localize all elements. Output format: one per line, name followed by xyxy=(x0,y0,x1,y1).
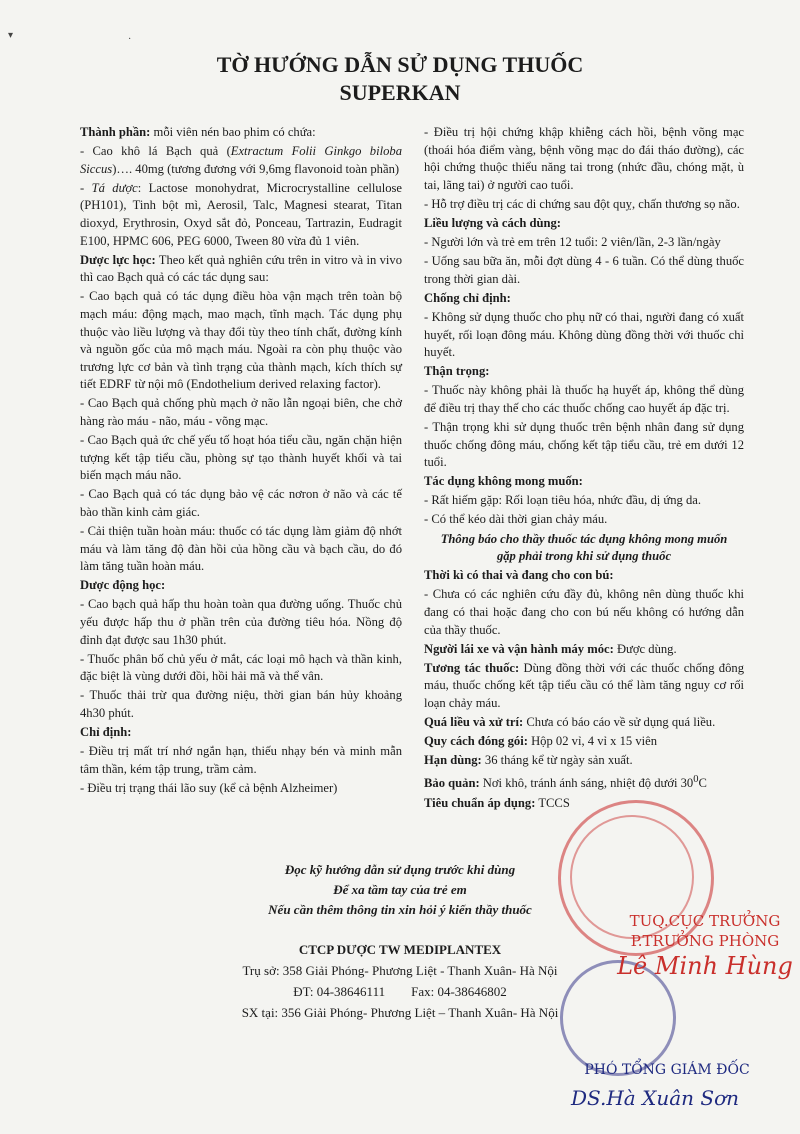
pharmacokinetics-heading: Dược động học: xyxy=(80,578,166,593)
pharmacodynamics-item: - Cải thiện tuần hoàn máu: thuốc có tác dụng làm giảm độ nhớt máu và làm tăng độ đàn hồi của hồng cầu và bạch cầu, do đó làm tăng tuần hoàn máu. xyxy=(80,524,402,574)
dosage-item: - Uống sau bữa ăn, mỗi đợt dùng 4 - 6 tuần. Có thể dùng thuốc trong thời gian dài. xyxy=(424,254,744,286)
signer-name-1: Lê Minh Hùng xyxy=(617,952,793,980)
composition-heading: Thành phần: xyxy=(80,125,151,139)
signer-role-2: P.TRƯỞNG PHÒNG xyxy=(630,932,780,950)
precautions-item: - Thuốc này không phải là thuốc hạ huyết áp, không thể dùng để điều trị thay thế cho các thuốc chống cao huyết áp đặc trị. xyxy=(424,383,744,415)
storage-section: Bảo quản: Nơi khô, tránh ánh sáng, nhiệt độ dưới $30^0C$ xyxy=(424,774,707,791)
excipients-item: - Tá dược: Lactose monohydrat, Microcrystalline cellulose (PH101), Tinh bột mì, Aerosil, Talc, Magnesi stearat, Titan dioxyd, Erythrosin, Oxyd sắt đỏ, Ponceau, Tartrazin, Eudragit E100, HPMC 606, PEG 6000, Tween 80 vừa đủ 1 viên. xyxy=(80,180,402,248)
pharmacokinetics-item: - Thuốc phân bố chủ yếu ở mắt, các loại mô hạch và thần kinh, đặc biệt là vùng dưới đồi, hồi hải mã và thể vân. xyxy=(80,651,402,684)
pharmacodynamics-item: - Cao bạch quả có tác dụng điều hòa vận mạch trên toàn bộ mạch máu: động mạch, mao mạch, tĩnh mạch. Tác dụng phụ thuộc vào liều lượng và thay đổi tùy theo tính chất, đường kính và nguồn gốc của mô mạch máu. Ngoài ra còn phụ thuộc vào trương lực cơ bản và tình trạng của thành mạch, kích thích sự tiết EDRF từ nội mô (Endothelium derived relaxing factor). xyxy=(80,289,402,392)
overdose-section: Quá liều và xử trí: Chưa có báo cáo về sử dụng quá liều. xyxy=(424,715,716,729)
composition-text: mỗi viên nén bao phim có chứa: xyxy=(150,125,316,139)
contraindications-item: - Không sử dụng thuốc cho phụ nữ có thai, người đang có xuất huyết, rối loạn đông máu. Không dùng đồng thời với thuốc chỉ huyết. xyxy=(424,309,744,360)
product-name: SUPERKAN xyxy=(339,80,461,105)
note-keep-away: Để xa tầm tay của trẻ em xyxy=(333,882,467,897)
side-effects-item: - Có thể kéo dài thời gian chảy máu. xyxy=(424,512,608,527)
company-phone-fax: ĐT: 04-38646111 Fax: 04-38646802 xyxy=(293,984,507,999)
left-column xyxy=(80,124,402,799)
driving-section: Người lái xe và vận hành máy móc: Được dùng. xyxy=(424,641,677,656)
document-title: TỜ HƯỚNG DẪN SỬ DỤNG THUỐC xyxy=(216,52,584,77)
indications-item: - Hỗ trợ điều trị các di chứng sau đột quỵ, chấn thương sọ não. xyxy=(424,196,740,211)
pharmacodynamics-item: - Cao Bạch quả ức chế yếu tố hoạt hóa tiểu cầu, ngăn chặn hiện tượng kết tập tiểu cầu, phòng sự tạo thành huyết khối và tai biến mạch máu não. xyxy=(80,433,402,483)
pharmacodynamics-intro: Dược lực học: Theo kết quả nghiên cứu trên in vitro và in vivo thì cao Bạch quả có các tác dụng sau: xyxy=(80,252,402,285)
dosage-heading: Liều lượng và cách dùng: xyxy=(424,215,561,230)
pharmacodynamics-item: - Cao Bạch quả có tác dụng bảo vệ các nơron ở não và các tế bào thần kinh cảm giác. xyxy=(80,487,402,519)
pharmacokinetics-item: - Cao bạch quả hấp thu hoàn toàn qua đường uống. Thuốc chủ yếu được hấp thu ở phần trên của đường tiêu hóa. Nồng độ đỉnh đạt được sau 1h30 phút. xyxy=(80,597,402,647)
signer-name-2: DS.Hà Xuân Sơn xyxy=(570,1086,739,1110)
signer-role-1: TUQ.CỤC TRƯỞNG xyxy=(629,912,781,930)
composition-item: - Cao khô lá Bạch quả (Extractum Folii Ginkgo biloba Siccus)…. 40mg (tương đương với 9,6mg flavonoid toàn phần) xyxy=(80,144,402,176)
side-effects-heading: Tác dụng không mong muốn: xyxy=(424,474,583,489)
right-column xyxy=(424,124,744,814)
pregnancy-heading: Thời kì có thai và đang cho con bú: xyxy=(424,568,614,583)
signer-role-3: PHÓ TỔNG GIÁM ĐỐC xyxy=(584,1062,750,1078)
indications-item: - Điều trị hội chứng khập khiễng cách hồi, bệnh võng mạc (thoái hóa điểm vàng, bệnh võng mạc do đái tháo đường), các hội chứng thuộc thiểu năng tai trong (nhức đầu, chóng mặt, ù tai, lãng tai) ở người cao tuổi. xyxy=(424,125,744,192)
report-notice-line: gặp phải trong khi sử dụng thuốc xyxy=(496,549,672,564)
standard-section: Tiêu chuẩn áp dụng: TCCS xyxy=(424,795,570,810)
report-notice-line: Thông báo cho thầy thuốc tác dụng không mong muốn xyxy=(440,531,728,546)
packaging-section: Quy cách đóng gói: Hộp 02 vỉ, 4 vỉ x 15 viên xyxy=(424,734,658,749)
indications-item: - Điều trị mất trí nhớ ngắn hạn, thiếu nhạy bén và minh mẫn tâm thần, kém tập trung, trầm cảm. xyxy=(80,744,402,776)
scan-mark: · xyxy=(128,34,132,45)
contraindications-heading: Chống chỉ định: xyxy=(424,290,511,305)
composition-section xyxy=(80,124,402,142)
side-effects-item: - Rất hiếm gặp: Rối loạn tiêu hóa, nhức đầu, dị ứng da. xyxy=(424,493,702,508)
company-factory: SX tại: 356 Giải Phóng- Phương Liệt – Thanh Xuân- Hà Nội xyxy=(241,1005,559,1020)
dosage-item: - Người lớn và trẻ em trên 12 tuổi: 2 viên/lần, 2-3 lần/ngày xyxy=(424,235,721,250)
interactions-section: Tương tác thuốc: Dùng đồng thời với các thuốc chống đông máu, thuốc chống kết tập tiểu cầu có thể làm tăng nguy cơ rối loạn chảy máu. xyxy=(424,660,744,710)
pregnancy-item: - Chưa có các nghiên cứu đầy đủ, không nên dùng thuốc khi đang có thai hoặc đang cho con bú nếu không có hướng dẫn của thầy thuốc. xyxy=(424,587,744,637)
note-ask-doctor: Nếu cần thêm thông tin xin hỏi ý kiến thầy thuốc xyxy=(268,902,532,917)
scan-mark: ▾ xyxy=(8,30,14,41)
company-address: Trụ sở: 358 Giải Phóng- Phương Liệt - Thanh Xuân- Hà Nội xyxy=(242,963,558,978)
note-read-instructions: Đọc kỹ hướng dẫn sử dụng trước khi dùng xyxy=(284,862,516,877)
precautions-item: - Thận trọng khi sử dụng thuốc trên bệnh nhân đang sử dụng thuốc chống đông máu, chống kết tập tiểu cầu, trẻ em dưới 12 tuổi. xyxy=(424,420,744,470)
pharmacodynamics-heading: Dược lực học: xyxy=(80,252,156,267)
shelf-life-section: Hạn dùng: 36 tháng kể từ ngày sản xuất. xyxy=(424,753,633,768)
pharmacodynamics-item: - Cao Bạch quả chống phù mạch ở não lẫn ngoại biên, che chở hàng rào máu - não, máu - võng mạc. xyxy=(80,396,402,428)
company-name: CTCP DƯỢC TW MEDIPLANTEX xyxy=(298,942,502,957)
indications-item: - Điều trị trạng thái lão suy (kể cả bệnh Alzheimer) xyxy=(80,780,338,795)
indications-heading: Chỉ định: xyxy=(80,725,132,740)
pharmacokinetics-item: - Thuốc thải trừ qua đường niệu, thời gian bán hủy khoảng 4h30 phút. xyxy=(80,688,402,720)
precautions-heading: Thận trọng: xyxy=(424,364,490,379)
